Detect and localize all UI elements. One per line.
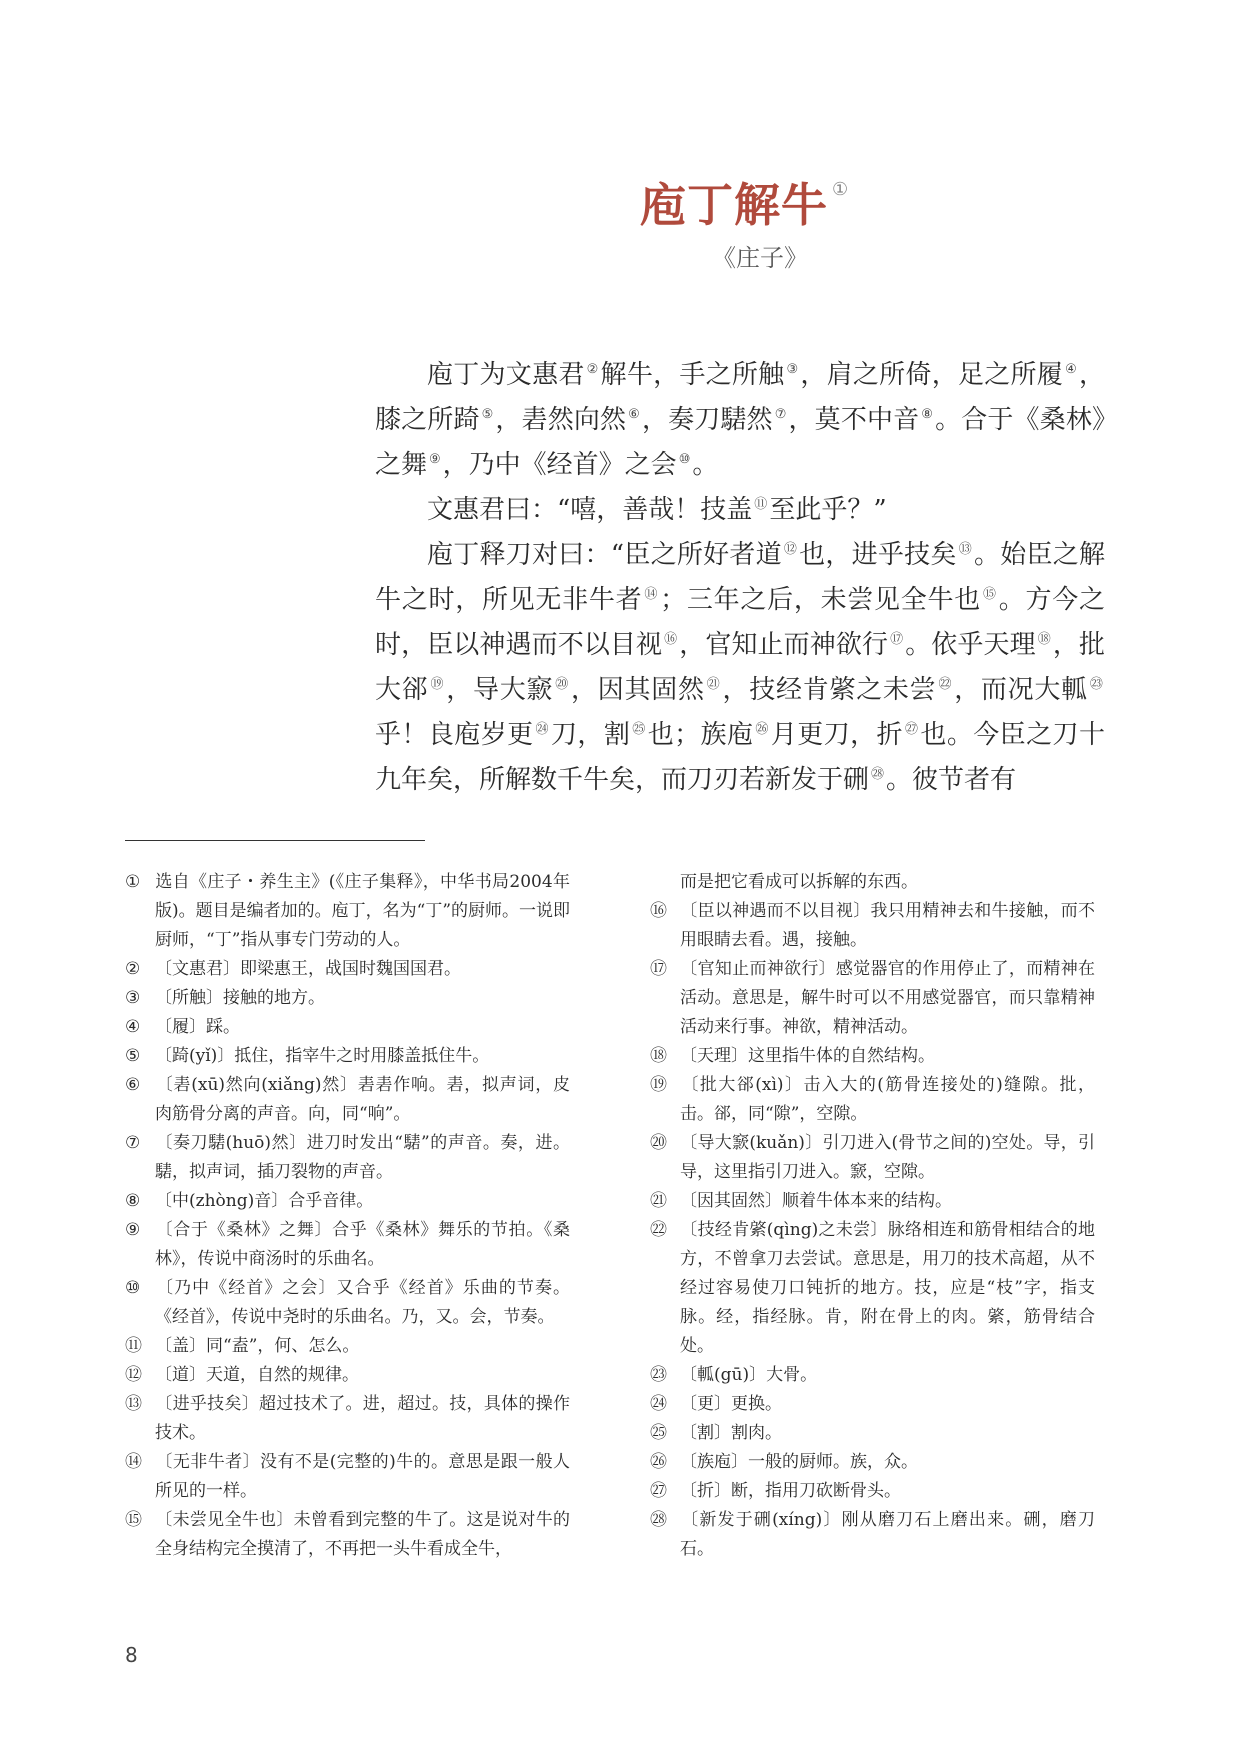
footnote <box>125 1448 570 1506</box>
footnote-text: 〔折〕断，指用刀砍断骨头。 <box>680 1481 901 1501</box>
footnote-marker: ⑬ <box>958 542 972 557</box>
text-segment: 。依乎天理 <box>905 630 1036 660</box>
footnote <box>650 955 1095 1042</box>
footnote-marker: ⑨ <box>429 452 441 467</box>
footnote-marker: ② <box>586 362 599 377</box>
text-segment: 至此乎？” <box>769 495 887 525</box>
footnote-number: ㉔ <box>650 1394 667 1414</box>
footnote-marker: ③ <box>786 362 799 377</box>
footnote-text: 〔新发于硎(xíng)〕刚从磨刀石上磨出来。硎，磨刀石。 <box>680 1510 1095 1559</box>
title-text: 庖丁解牛 <box>640 178 828 232</box>
paragraph <box>375 530 1105 800</box>
footnote-marker: ㉒ <box>938 677 953 692</box>
footnote-number: ⑱ <box>650 1046 667 1066</box>
footnote <box>650 1419 1095 1448</box>
footnote <box>650 1042 1095 1071</box>
paragraph <box>375 350 1105 485</box>
footnote-text: 〔文惠君〕即梁惠王，战国时魏国国君。 <box>155 959 461 979</box>
footnote <box>125 1390 570 1448</box>
footnote-marker: ⑲ <box>430 677 445 692</box>
footnote <box>125 1506 570 1564</box>
footnote <box>650 1216 1095 1361</box>
footnote-number: ⑬ <box>125 1394 142 1414</box>
footnote-number: ⑥ <box>125 1075 141 1095</box>
text-segment: ，因其固然 <box>570 675 705 705</box>
footnote-text: 〔所触〕接触的地方。 <box>155 988 325 1008</box>
text-segment: ，肩之所倚，足之所履 <box>800 360 1064 390</box>
footnote <box>125 1129 570 1187</box>
footnote <box>125 1071 570 1129</box>
footnote-number: ⑲ <box>650 1075 667 1095</box>
footnotes-right-column <box>650 868 1095 1588</box>
footnote-marker: ⑤ <box>481 407 494 422</box>
footnote-number: ③ <box>125 988 141 1008</box>
footnote <box>125 984 570 1013</box>
footnote-text: 〔官知止而神欲行〕感觉器官的作用停止了，而精神在活动。意思是，解牛时可以不用感觉器官，而只靠精神活动来行事。神欲，精神活动。 <box>680 959 1095 1037</box>
text-segment: 也；族庖 <box>647 720 754 750</box>
footnote-marker: ㉘ <box>871 767 885 782</box>
footnote-number: ⑪ <box>125 1336 142 1356</box>
footnote <box>650 1361 1095 1390</box>
footnote-number: ㉖ <box>650 1452 667 1472</box>
footnote-number: ⑩ <box>125 1278 141 1298</box>
text-segment: 。始臣之解牛之时，所见无非牛者 <box>375 540 1105 615</box>
footnote <box>650 1506 1095 1564</box>
footnote-marker: ㉑ <box>706 677 721 692</box>
footnote-number: ㉕ <box>650 1423 667 1443</box>
footnote-marker: ⑪ <box>754 497 768 512</box>
footnote-number: ⑯ <box>650 901 667 921</box>
footnote-number: ① <box>125 872 141 892</box>
text-segment: 乎！良庖岁更 <box>375 720 534 750</box>
footnote-marker: ㉔ <box>535 722 549 737</box>
footnote-marker: ⑮ <box>983 587 997 602</box>
footnote-number: ⑫ <box>125 1365 142 1385</box>
text-segment: ，导大窾 <box>446 675 554 705</box>
footnote-marker: ⑦ <box>774 407 787 422</box>
footnote-text: 〔割〕割肉。 <box>680 1423 782 1443</box>
text-segment: ，批大郤 <box>375 630 1105 705</box>
footnote-marker: ⑭ <box>644 587 659 602</box>
text-segment: 庖丁释刀对曰：“臣之所好者道 <box>427 540 782 570</box>
footnote-text: 〔履〕踩。 <box>155 1017 240 1037</box>
footnote <box>125 1013 570 1042</box>
text-segment: 月更刀，折 <box>770 720 903 750</box>
footnote-text: 〔臣以神遇而不以目视〕我只用精神去和牛接触，而不用眼睛去看。遇，接触。 <box>680 901 1095 950</box>
source-attribution: 《庄子》 <box>712 244 808 272</box>
text-segment: 庖丁为文惠君 <box>427 360 585 390</box>
footnote <box>650 1187 1095 1216</box>
footnote-marker: ⑱ <box>1037 632 1051 647</box>
footnote-number: ⑳ <box>650 1133 667 1153</box>
text-segment: 。彼节者有 <box>886 765 1017 795</box>
footnote-text: 〔盖〕同“盍”，何、怎么。 <box>155 1336 360 1356</box>
text-segment: ，莫不中音 <box>788 405 920 435</box>
footnote <box>125 1042 570 1071</box>
text-segment: 刀，割 <box>550 720 631 750</box>
footnote-text: 选自《庄子・养生主》(《庄子集释》，中华书局2004年版)。题目是编者加的。庖丁，名为“丁”的厨师。一说即厨师，“丁”指从事专门劳动的人。 <box>155 872 571 950</box>
footnote-text: 〔导大窾(kuǎn)〕引刀进入(骨节之间的)空处。导，引导，这里指引刀进入。窾，空隙。 <box>680 1133 1095 1182</box>
footnote-marker: ㉕ <box>632 722 646 737</box>
footnote-number: ② <box>125 959 141 979</box>
footnote-marker: ④ <box>1065 362 1077 377</box>
text-segment: ，膝之所踦 <box>375 360 1106 435</box>
footnote-number: ㉗ <box>650 1481 667 1501</box>
footnote-number: ⑨ <box>125 1220 141 1240</box>
footnote-text: 〔道〕天道，自然的规律。 <box>155 1365 359 1385</box>
footnote-text: 〔中(zhòng)音〕合乎音律。 <box>155 1191 374 1211</box>
footnote <box>125 1332 570 1361</box>
footnote <box>125 868 570 955</box>
footnote-text: 〔无非牛者〕没有不是(完整的)牛的。意思是跟一般人所见的一样。 <box>155 1452 570 1501</box>
footnote <box>650 1071 1095 1129</box>
footnote-marker: ⑥ <box>628 407 640 422</box>
footnote-text: 〔踦(yǐ)〕抵住，指宰牛之时用膝盖抵住牛。 <box>155 1046 490 1066</box>
footnote-text: 〔軱(gū)〕大骨。 <box>680 1365 818 1385</box>
footnote-text: 〔未尝见全牛也〕未曾看到完整的牛了。这是说对牛的全身结构完全摸清了，不再把一头牛看成全牛， <box>155 1510 570 1559</box>
footnote-number: ⑦ <box>125 1133 141 1153</box>
footnote-text: 〔技经肯綮(qìng)之未尝〕脉络相连和筋骨相结合的地方，不曾拿刀去尝试。意思是，用刀的技术高超，从不经过容易使刀口钝折的地方。技，应是“枝”字，指支脉。经，指经脉。肯，附在骨上的肉。綮，筋骨结合处。 <box>680 1220 1095 1356</box>
footnote-marker: ㉗ <box>904 722 919 737</box>
text-segment: ，砉然向然 <box>495 405 627 435</box>
text-segment: 。 <box>692 450 719 480</box>
footnote-marker: ⑰ <box>890 632 904 647</box>
footnote-number: ㉒ <box>650 1220 667 1240</box>
footnote-continuation: 而是把它看成可以拆解的东西。 <box>680 872 918 892</box>
text-segment: ，技经肯綮之未尝 <box>722 675 937 705</box>
footnote-text: 〔批大郤(xì)〕击入大的(筋骨连接处的)缝隙。批，击。郤，同“隙”，空隙。 <box>680 1075 1095 1124</box>
main-text <box>375 350 1106 795</box>
footnote <box>650 1390 1095 1419</box>
footnote-text: 〔砉(xū)然向(xiǎng)然〕砉砉作响。砉，拟声词，皮肉筋骨分离的声音。向，同“响”。 <box>155 1075 570 1124</box>
footnote <box>125 1274 570 1332</box>
footnote-number: ④ <box>125 1017 141 1037</box>
footnote-text: 〔天理〕这里指牛体的自然结构。 <box>680 1046 935 1066</box>
footnote-number: ㉓ <box>650 1365 667 1385</box>
footnote-number: ⑭ <box>125 1452 142 1472</box>
text-segment: 也，进乎技矣 <box>799 540 957 570</box>
footnote <box>650 1477 1095 1506</box>
footnote-text: 〔更〕更换。 <box>680 1394 782 1414</box>
paragraph <box>375 485 1105 530</box>
footnote-marker: ㉖ <box>755 722 769 737</box>
footnote-text: 〔族庖〕一般的厨师。族，众。 <box>680 1452 918 1472</box>
footnote-number: ⑰ <box>650 959 667 979</box>
text-segment: 。合于《桑林》之舞 <box>375 405 1105 480</box>
text-segment: ，而况大軱 <box>954 675 1088 705</box>
footnote-number: ⑧ <box>125 1191 141 1211</box>
footnote <box>125 1187 570 1216</box>
text-segment: 。方今之时，臣以神遇而不以目视 <box>375 585 1105 660</box>
footnote-text: 〔乃中《经首》之会〕又合乎《经首》乐曲的节奏。《经首》，传说中尧时的乐曲名。乃，又。会，节奏。 <box>155 1278 570 1327</box>
footnote <box>650 1448 1095 1477</box>
footnote <box>125 1216 570 1274</box>
footnotes-left-column <box>125 868 570 1588</box>
footnote <box>125 955 570 984</box>
footnote-divider <box>125 840 425 841</box>
footnote-text: 〔合于《桑林》之舞〕合乎《桑林》舞乐的节拍。《桑林》，传说中商汤时的乐曲名。 <box>155 1220 570 1269</box>
text-segment: ，奏刀騞然 <box>641 405 773 435</box>
footnote <box>125 1361 570 1390</box>
footnote-marker: ⑳ <box>555 677 569 692</box>
footnote-number: ⑮ <box>125 1510 142 1530</box>
footnote-number: ㉘ <box>650 1510 667 1530</box>
footnote-text: 〔因其固然〕顺着牛体本来的结构。 <box>680 1191 952 1211</box>
page-number: 8 <box>125 1643 138 1667</box>
footnote-marker: ⑩ <box>678 452 691 467</box>
footnote-marker: ⑫ <box>783 542 798 557</box>
footnote-marker: ㉓ <box>1089 677 1103 692</box>
footnote-text: 〔进乎技矣〕超过技术了。进，超过。技，具体的操作技术。 <box>155 1394 570 1443</box>
text-segment: 也。今臣之刀十九年矣，所解数千牛矣，而刀刃若新发于硎 <box>375 720 1105 795</box>
footnote-marker: ⑧ <box>921 407 934 422</box>
footnote-text: 〔奏刀騞(huō)然〕进刀时发出“騞”的声音。奏，进。騞，拟声词，插刀裂物的声音。 <box>155 1133 570 1182</box>
footnote <box>650 897 1095 955</box>
page-title <box>640 155 880 232</box>
title-footnote-marker: ① <box>832 179 850 200</box>
text-segment: ，乃中《经首》之会 <box>442 450 677 480</box>
footnote-number: ㉑ <box>650 1191 667 1211</box>
text-segment: ，官知止而神欲行 <box>679 630 889 660</box>
footnote-number: ⑤ <box>125 1046 141 1066</box>
text-segment: 解牛，手之所触 <box>600 360 785 390</box>
text-segment: 文惠君曰：“嘻，善哉！技盖 <box>427 495 753 525</box>
footnote-marker: ⑯ <box>664 632 678 647</box>
footnote <box>650 1129 1095 1187</box>
text-segment: ；三年之后，未尝见全牛也 <box>660 585 981 615</box>
